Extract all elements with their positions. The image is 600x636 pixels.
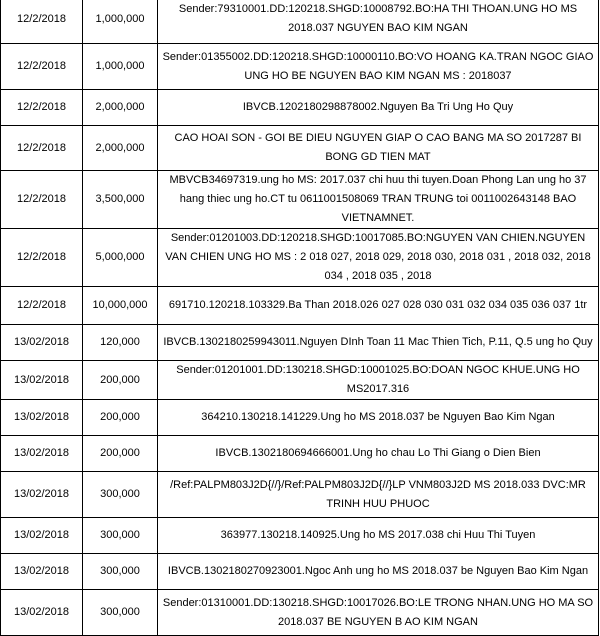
- table-row: [1, 590, 599, 636]
- table-row: [1, 171, 599, 229]
- description-cell: IBVCB.1302180259943011.Nguyen DInh Toan 11 Mac Thien Tich, P.11, Q.5 ung ho Quy: [158, 325, 599, 361]
- date-cell: 12/2/2018: [1, 171, 83, 229]
- table-row: [1, 44, 599, 90]
- date-cell: 13/02/2018: [1, 400, 83, 436]
- table-row: [1, 229, 599, 287]
- amount-cell: 300,000: [83, 554, 158, 590]
- amount-cell: 300,000: [83, 472, 158, 518]
- table-row: [1, 472, 599, 518]
- description-cell: /Ref:PALPM803J2D{//}/Ref:PALPM803J2D{//}LP VNM803J2D MS 2018.033 DVC:MR TRINH HUU PHUOC: [158, 472, 599, 518]
- description-cell: IBVCB.1302180694666001.Ung ho chau Lo Thi Giang o Dien Bien: [158, 436, 599, 472]
- table-row: [1, 361, 599, 400]
- amount-cell: 5,000,000: [83, 229, 158, 287]
- amount-cell: 2,000,000: [83, 126, 158, 171]
- amount-cell: 3,500,000: [83, 171, 158, 229]
- date-cell: 13/02/2018: [1, 590, 83, 636]
- date-cell: 13/02/2018: [1, 361, 83, 400]
- description-cell: Sender:01355002.DD:120218.SHGD:10000110.BO:VO HOANG KA.TRAN NGOC GIAO UNG HO BE NGUYEN BAO KIM NGAN MS : 2018037: [158, 44, 599, 90]
- date-cell: 12/2/2018: [1, 287, 83, 325]
- table-row: [1, 518, 599, 554]
- table-row: [1, 436, 599, 472]
- description-cell: Sender:01310001.DD:130218.SHGD:10017026.BO:LE TRONG NHAN.UNG HO MA SO 2018.037 BE NGUYEN B AO KIM NGAN: [158, 590, 599, 636]
- date-cell: 12/2/2018: [1, 0, 83, 44]
- table-row: [1, 287, 599, 325]
- description-cell: 691710.120218.103329.Ba Than 2018.026 027 028 030 031 032 034 035 036 037 1tr: [158, 287, 599, 325]
- amount-cell: 2,000,000: [83, 90, 158, 126]
- description-cell: 364210.130218.141229.Ung ho MS 2018.037 be Nguyen Bao Kim Ngan: [158, 400, 599, 436]
- amount-cell: 200,000: [83, 361, 158, 400]
- description-cell: IBVCB.1302180270923001.Ngoc Anh ung ho MS 2018.037 be Nguyen Bao Kim Ngan: [158, 554, 599, 590]
- table-row: [1, 554, 599, 590]
- amount-cell: 200,000: [83, 400, 158, 436]
- date-cell: 13/02/2018: [1, 472, 83, 518]
- date-cell: 12/2/2018: [1, 90, 83, 126]
- description-cell: CAO HOAI SON - GOI BE DIEU NGUYEN GIAP O CAO BANG MA SO 2017287 BI BONG GD TIEN MAT: [158, 126, 599, 171]
- description-cell: MBVCB34697319.ung ho MS: 2017.037 chi huu thi tuyen.Doan Phong Lan ung ho 37 hang thiec ung ho.CT tu 0611001508069 TRAN TRUNG toi 0011002643148 BAO VIETNAMNET.: [158, 171, 599, 229]
- date-cell: 13/02/2018: [1, 554, 83, 590]
- date-cell: 13/02/2018: [1, 518, 83, 554]
- table-row: [1, 400, 599, 436]
- date-cell: 12/2/2018: [1, 126, 83, 171]
- description-cell: 363977.130218.140925.Ung ho MS 2017.038 chi Huu Thi Tuyen: [158, 518, 599, 554]
- date-cell: 12/2/2018: [1, 44, 83, 90]
- amount-cell: 1,000,000: [83, 0, 158, 44]
- amount-cell: 120,000: [83, 325, 158, 361]
- description-cell: Sender:01201001.DD:130218.SHGD:10001025.BO:DOAN NGOC KHUE.UNG HO MS2017.316: [158, 361, 599, 400]
- amount-cell: 200,000: [83, 436, 158, 472]
- amount-cell: 10,000,000: [83, 287, 158, 325]
- amount-cell: 300,000: [83, 518, 158, 554]
- date-cell: 13/02/2018: [1, 436, 83, 472]
- date-cell: 13/02/2018: [1, 325, 83, 361]
- description-cell: IBVCB.1202180298878002.Nguyen Ba Tri Ung Ho Quy: [158, 90, 599, 126]
- table-row: [1, 0, 599, 44]
- table-row: [1, 126, 599, 171]
- amount-cell: 300,000: [83, 590, 158, 636]
- table-row: [1, 90, 599, 126]
- description-cell: Sender:79310001.DD:120218.SHGD:10008792.BO:HA THI THOAN.UNG HO MS 2018.037 NGUYEN BAO KIM NGAN: [158, 0, 599, 44]
- table-row: [1, 325, 599, 361]
- amount-cell: 1,000,000: [83, 44, 158, 90]
- description-cell: Sender:01201003.DD:120218.SHGD:10017085.BO:NGUYEN VAN CHIEN.NGUYEN VAN CHIEN UNG HO MS : 2 018 027, 2018 029, 2018 030, 2018 031 , 2018 032, 2018 034 , 2018 035 , 2018: [158, 229, 599, 287]
- date-cell: 12/2/2018: [1, 229, 83, 287]
